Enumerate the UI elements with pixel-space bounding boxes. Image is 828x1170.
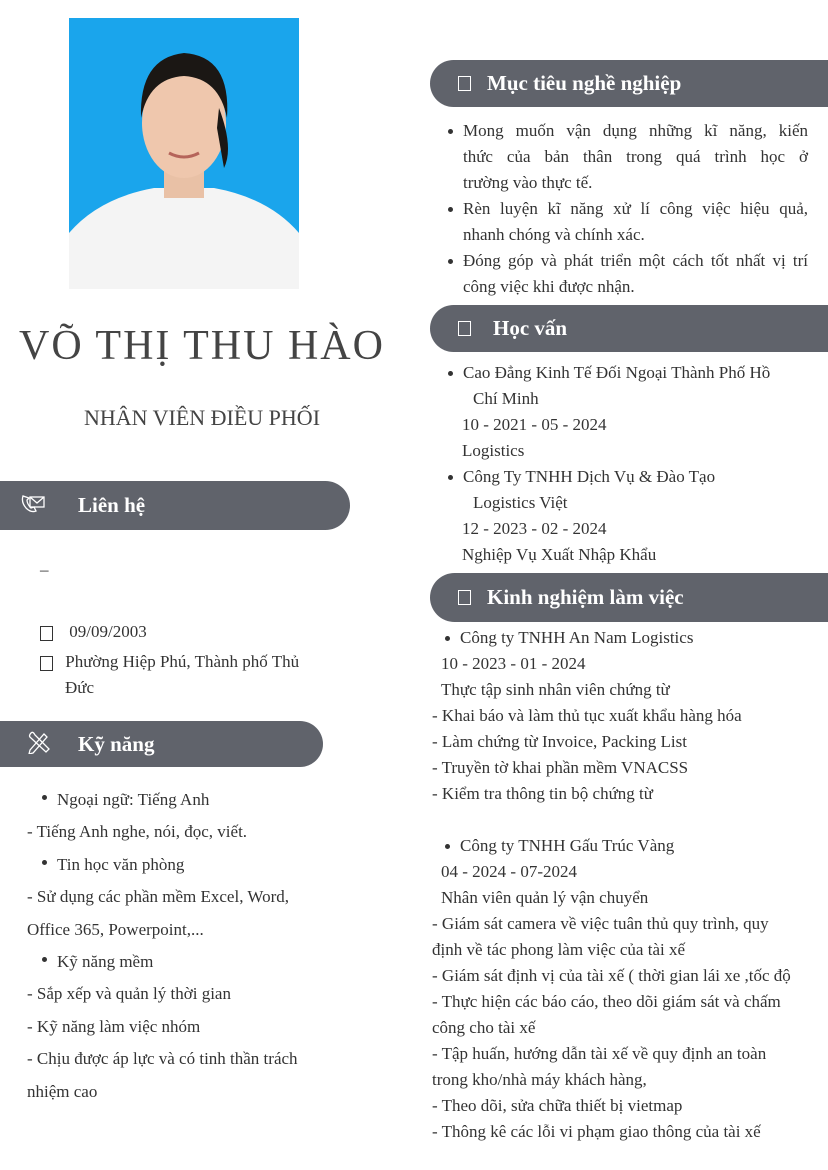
- education-school: Logistics Việt: [473, 493, 568, 512]
- education-heading: Học vấn: [493, 316, 568, 340]
- objective-item-line: Đóng góp và phát triển một cách tốt nhất vị trí: [463, 248, 808, 274]
- contact-section-header: [0, 481, 350, 530]
- experience-role: Nhân viên quản lý vận chuyển: [441, 888, 649, 907]
- education-section-header: [430, 305, 828, 352]
- experience-company: Công ty TNHH An Nam Logistics: [460, 625, 828, 651]
- experience-role: Thực tập sinh nhân viên chứng từ: [441, 680, 670, 699]
- experience-company: Công ty TNHH Gấu Trúc Vàng: [460, 833, 828, 859]
- address-line: Phường Hiệp Phú, Thành phố Thủ: [65, 652, 300, 671]
- experience-duty: - Thực hiện các báo cáo, theo dõi giám sát và chấm: [432, 992, 781, 1011]
- experience-list: [432, 625, 828, 1145]
- education-school: Cao Đẳng Kinh Tế Đối Ngoại Thành Phố Hồ: [463, 360, 822, 386]
- experience-heading: Kinh nghiệm làm việc: [487, 585, 684, 609]
- education-period: 10 - 2021 - 05 - 2024: [462, 415, 607, 434]
- contact-birthday: [40, 619, 147, 645]
- experience-duty: trong kho/nhà máy khách hàng,: [432, 1070, 647, 1089]
- experience-duty: - Giám sát camera về việc tuân thủ quy trình, quy: [432, 914, 769, 933]
- objective-item-line: công việc khi được nhận.: [463, 277, 635, 296]
- birthday-value: 09/09/2003: [69, 622, 147, 641]
- skill-detail: Office 365, Powerpoint,...: [27, 919, 204, 939]
- objective-list: [463, 118, 808, 300]
- experience-period: 04 - 2024 - 07-2024: [441, 862, 577, 881]
- experience-duty: - Kiểm tra thông tin bộ chứng từ: [432, 784, 653, 803]
- education-list: [462, 360, 822, 568]
- skill-detail: - Sắp xếp và quản lý thời gian: [27, 984, 231, 1004]
- briefcase-icon: [458, 590, 471, 605]
- contact-heading: Liên hệ: [78, 493, 146, 517]
- objective-item-line: Rèn luyện kĩ năng xử lí công việc hiệu quả,: [463, 196, 808, 222]
- education-school: Công Ty TNHH Dịch Vụ & Đào Tạo: [463, 464, 822, 490]
- experience-duty: công cho tài xế: [432, 1018, 536, 1037]
- objective-item-line: thức của bản thân trong quá trình học ở: [463, 147, 808, 166]
- experience-period: 10 - 2023 - 01 - 2024: [441, 654, 586, 673]
- experience-duty: - Khai báo và làm thủ tục xuất khẩu hàng hóa: [432, 706, 742, 725]
- profile-photo: [69, 18, 299, 289]
- spacer: [432, 807, 828, 833]
- education-school: Chí Minh: [473, 389, 539, 408]
- skill-detail: - Sử dụng các phần mềm Excel, Word,: [27, 887, 289, 907]
- education-major: Nghiệp Vụ Xuất Nhập Khẩu: [462, 545, 657, 564]
- experience-section-header: [430, 573, 828, 622]
- candidate-title: NHÂN VIÊN ĐIỀU PHỐI: [83, 405, 321, 430]
- experience-duty: - Làm chứng từ Invoice, Packing List: [432, 732, 687, 751]
- candidate-name: VÕ THỊ THU HÀO: [19, 323, 385, 369]
- education-major: Logistics: [462, 441, 525, 460]
- skill-category: Tin học văn phòng: [57, 849, 298, 881]
- calendar-icon: [40, 626, 53, 641]
- objective-item-line: trường vào thực tế.: [463, 173, 593, 192]
- skill-category: Kỹ năng mềm: [57, 946, 298, 978]
- phone-mail-icon: [20, 492, 48, 520]
- experience-duty: định về tác phong làm việc của tài xế: [432, 940, 686, 959]
- objective-item-line: Mong muốn vận dụng những kĩ năng, kiến: [463, 118, 808, 144]
- skill-detail: nhiệm cao: [27, 1081, 98, 1101]
- experience-duty: - Tập huấn, hướng dẫn tài xế về quy định an toàn: [432, 1044, 767, 1063]
- tools-icon: [26, 728, 54, 760]
- target-icon: [458, 76, 471, 91]
- skills-list: [27, 784, 298, 1108]
- address-line: Đức: [65, 678, 95, 697]
- contact-address: [40, 649, 299, 701]
- education-period: 12 - 2023 - 02 - 2024: [462, 519, 607, 538]
- contact-dash: –: [40, 560, 49, 579]
- skill-category: Ngoại ngữ: Tiếng Anh: [57, 784, 298, 816]
- skill-detail: - Tiếng Anh nghe, nói, đọc, viết.: [27, 822, 248, 842]
- objective-item-line: nhanh chóng và chính xác.: [463, 225, 645, 244]
- skills-heading: Kỹ năng: [78, 731, 155, 756]
- graduation-icon: [458, 321, 471, 336]
- skills-section-header: [0, 721, 323, 767]
- experience-duty: - Thông kê các lỗi vi phạm giao thông của tài xế: [432, 1122, 761, 1141]
- experience-duty: - Truyền tờ khai phần mềm VNACSS: [432, 758, 689, 777]
- objective-section-header: [430, 60, 828, 107]
- experience-duty: - Giám sát định vị của tài xế ( thời gian lái xe ,tốc độ: [432, 966, 791, 985]
- skill-detail: - Chịu được áp lực và có tinh thần trách: [27, 1049, 298, 1069]
- experience-duty: - Theo dõi, sửa chữa thiết bị vietmap: [432, 1096, 683, 1115]
- location-icon: [40, 656, 53, 671]
- objective-heading: Mục tiêu nghề nghiệp: [487, 71, 682, 95]
- skill-detail: - Kỹ năng làm việc nhóm: [27, 1016, 201, 1036]
